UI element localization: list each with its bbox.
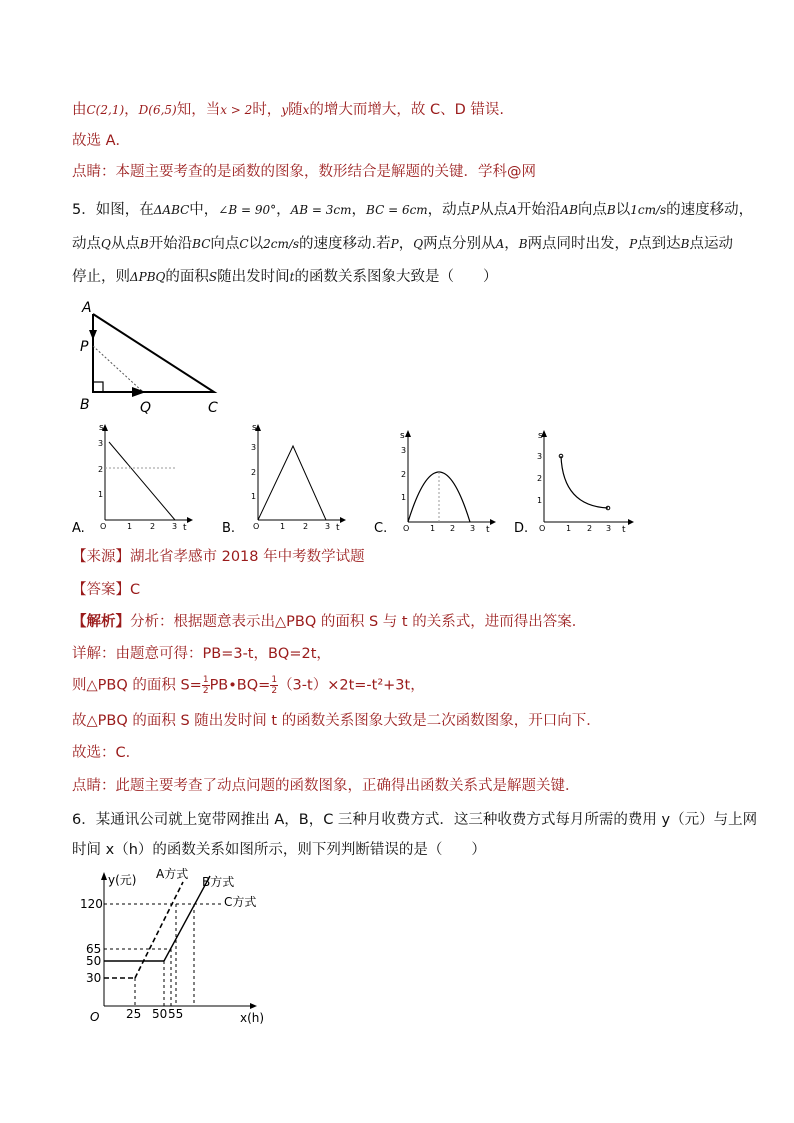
triangle-figure: [70, 296, 230, 416]
math: 1cm/s: [630, 203, 667, 217]
tick: 1: [537, 496, 543, 505]
axis-t: t: [486, 525, 490, 535]
tick: 3: [537, 452, 543, 461]
text: 从点: [479, 202, 509, 218]
x-axis-label: x(h): [240, 1011, 265, 1025]
math: AB: [560, 203, 578, 217]
analysis-text: 分析：根据题意表示出△PBQ 的面积 S 与 t 的关系式，进而得出答案．: [130, 614, 587, 630]
x-arrow: [250, 1003, 257, 1009]
y-tick-30: 30: [86, 971, 102, 985]
x-arrow: [187, 517, 193, 523]
axis-s: s: [400, 431, 405, 441]
text: 随出发时间: [217, 269, 290, 285]
q5-comment: 点睛：此题主要考查了动点问题的函数图象，正确得出函数关系式是解题关键．: [72, 778, 580, 794]
text: 两点同时出发，: [527, 236, 630, 252]
math: S: [208, 270, 218, 284]
tick: 1: [401, 493, 407, 502]
q5-stem-line3: [72, 267, 497, 287]
math: ΔABC: [153, 203, 190, 217]
text: ，: [504, 236, 519, 252]
text: 的增大而增大，故 C、D 错误.: [309, 102, 504, 118]
axis-s: s: [538, 431, 543, 441]
q5-analysis: [72, 612, 586, 632]
label-b: B: [80, 397, 90, 413]
tick: 1: [280, 522, 286, 531]
q6-stem-line1: 6．某通讯公司就上宽带网推出 A，B，C 三种月收费方式．这三种收费方式每月所需的费用 y（元）与上网: [72, 812, 758, 828]
origin: O: [253, 522, 260, 531]
text: 以: [615, 202, 631, 218]
math: B: [518, 237, 528, 251]
q5-answer: 【答案】C: [72, 582, 141, 598]
math: P: [390, 237, 399, 251]
text: ，: [398, 236, 414, 252]
text: ，: [124, 102, 139, 118]
q5-stem-line2: [72, 234, 733, 254]
option-a-graph: [95, 420, 195, 535]
q5-area-formula: [72, 675, 425, 696]
x-tick-55: 55: [168, 1007, 184, 1021]
text: ，动点: [427, 202, 472, 218]
tick: 2: [587, 524, 593, 533]
math-point-c: C(2,1): [86, 103, 125, 117]
arrow-q-head: [132, 387, 146, 397]
option-a-label[interactable]: A.: [72, 521, 85, 536]
label-p: P: [80, 339, 89, 355]
tick: 3: [470, 524, 476, 533]
math: AB = 3cm: [290, 203, 352, 217]
right-angle-mark: [93, 382, 103, 392]
prev-solution-line: [72, 100, 504, 120]
option-b-line: [258, 446, 326, 520]
text: 从点: [110, 236, 140, 252]
option-a-line: [109, 442, 175, 520]
tick: 3: [251, 443, 257, 452]
y-tick-50: 50: [86, 954, 102, 968]
text: 的面积: [165, 269, 209, 285]
tick: 2: [150, 522, 156, 531]
option-d-label[interactable]: D.: [514, 521, 529, 536]
text: 停止，则: [72, 269, 130, 285]
q5-conclusion: 故△PBQ 的面积 S 随出发时间 t 的函数关系图象大致是二次函数图象，开口向下．: [72, 713, 601, 729]
math: ∠B = 90°: [218, 203, 277, 217]
series-a-label: A方式: [156, 867, 189, 881]
text: 点到达: [637, 236, 681, 252]
text: 两点分别从: [423, 236, 496, 252]
axis-t: t: [622, 525, 626, 535]
option-c-graph: [398, 428, 498, 538]
q5-choose: 故选：C．: [72, 745, 141, 761]
origin: O: [100, 522, 107, 531]
prev-choose: 故选 A．: [72, 133, 131, 149]
y-tick-65: 65: [86, 942, 102, 956]
x-tick-50: 50: [152, 1007, 168, 1021]
y-tick-120: 120: [80, 897, 103, 911]
tick: 1: [430, 524, 436, 533]
math: B: [606, 203, 616, 217]
fraction-half: [202, 675, 210, 696]
tick: 2: [98, 465, 104, 474]
y-arrow: [101, 872, 107, 880]
axis-s: s: [99, 423, 104, 433]
origin-label: O: [90, 1010, 100, 1024]
text: 则△PBQ 的面积 S=: [72, 677, 202, 694]
math: A: [508, 203, 517, 217]
label-q: Q: [140, 400, 152, 416]
option-c-label[interactable]: C.: [374, 521, 388, 536]
math: t: [289, 270, 295, 284]
q6-stem-line2: 时间 x（h）的函数关系如图所示，则下列判断错误的是（ ）: [72, 842, 486, 858]
text: （3-t）×2t=-t²+3t，: [278, 677, 425, 694]
axis-t: t: [336, 523, 340, 533]
tick: 3: [325, 522, 331, 531]
denominator: 2: [202, 686, 209, 696]
tick: 2: [251, 468, 257, 477]
option-b-graph: [248, 420, 348, 535]
y-axis-label: y(元): [108, 873, 137, 887]
x-arrow: [340, 517, 346, 523]
option-d-graph: [536, 428, 636, 538]
math: 2cm/s: [263, 237, 300, 251]
origin: O: [403, 524, 410, 533]
arrow-p-head: [89, 330, 97, 340]
text: 的速度移动.若: [299, 236, 391, 252]
tick: 3: [98, 439, 104, 448]
text: 向点: [577, 202, 607, 218]
text: 5．如图，在: [72, 202, 154, 218]
x-arrow: [628, 519, 634, 525]
label-c: C: [208, 400, 218, 416]
numerator: 1: [202, 675, 209, 685]
math: B: [680, 237, 690, 251]
text: 时，: [252, 102, 282, 118]
text: 开始沿: [148, 236, 193, 252]
y-arrow: [405, 430, 411, 437]
math: A: [495, 237, 505, 251]
text: 动点: [72, 236, 101, 252]
tick: 3: [401, 446, 407, 455]
label-a: A: [82, 300, 92, 316]
triangle-abc: [93, 314, 214, 392]
text: 开始沿: [516, 202, 561, 218]
tick: 1: [566, 524, 572, 533]
math: P: [629, 237, 638, 251]
text: 点运动: [689, 236, 733, 252]
text: PB•BQ=: [209, 677, 271, 694]
math-point-d: D(6,5): [138, 103, 177, 117]
text: 知，当: [176, 102, 221, 118]
option-b-label[interactable]: B.: [222, 521, 236, 536]
math-condition: x > 2: [220, 103, 253, 117]
tick: 3: [172, 522, 178, 531]
tick: 3: [606, 524, 612, 533]
analysis-head: 【解析】: [72, 614, 130, 630]
tick: 2: [537, 474, 543, 483]
math: P: [471, 203, 480, 217]
text: 以: [248, 236, 264, 252]
math: BC: [192, 237, 211, 251]
tick: 2: [450, 524, 456, 533]
option-d-curve: [561, 456, 608, 508]
math-var: y: [281, 103, 289, 117]
tick: 1: [251, 492, 257, 501]
math: Q: [101, 237, 111, 251]
origin: O: [539, 524, 546, 533]
math: BC = 6cm: [366, 203, 428, 217]
text: ，: [351, 202, 367, 218]
x-tick-25: 25: [126, 1007, 142, 1021]
axis-t: t: [183, 523, 187, 533]
numerator: 1: [271, 675, 278, 685]
x-arrow: [490, 519, 496, 525]
math: ΔPBQ: [130, 270, 166, 284]
segment-pq: [93, 346, 142, 391]
axis-s: s: [252, 423, 257, 433]
prev-comment: 点睛：本题主要考查的是函数的图象，数形结合是解题的关键．学科@网: [72, 164, 536, 180]
tick: 2: [303, 522, 309, 531]
text: ，: [276, 202, 291, 218]
q6-chart: [70, 864, 300, 1029]
math: B: [139, 237, 149, 251]
q5-source: 【来源】湖北省孝感市 2018 年中考数学试题: [72, 549, 365, 565]
series-b-label: B方式: [202, 875, 235, 889]
text: 中，: [189, 202, 219, 218]
denominator: 2: [271, 686, 278, 696]
fraction-half: [270, 675, 278, 696]
tick: 1: [98, 490, 104, 499]
series-c-label: C方式: [224, 895, 257, 909]
tick: 2: [401, 470, 407, 479]
math: Q: [413, 237, 424, 251]
math-var: x: [302, 103, 310, 117]
text: 向点: [210, 236, 240, 252]
q5-detail: 详解：由题意可得：PB=3-t，BQ=2t，: [72, 646, 331, 662]
q5-stem-line1: [72, 200, 753, 220]
math: C: [239, 237, 249, 251]
text: 随: [288, 102, 303, 118]
tick: 1: [127, 522, 133, 531]
text: 的函数关系图象大致是（ ）: [294, 269, 498, 285]
text: 由: [72, 102, 87, 118]
text: 的速度移动，: [666, 202, 754, 218]
